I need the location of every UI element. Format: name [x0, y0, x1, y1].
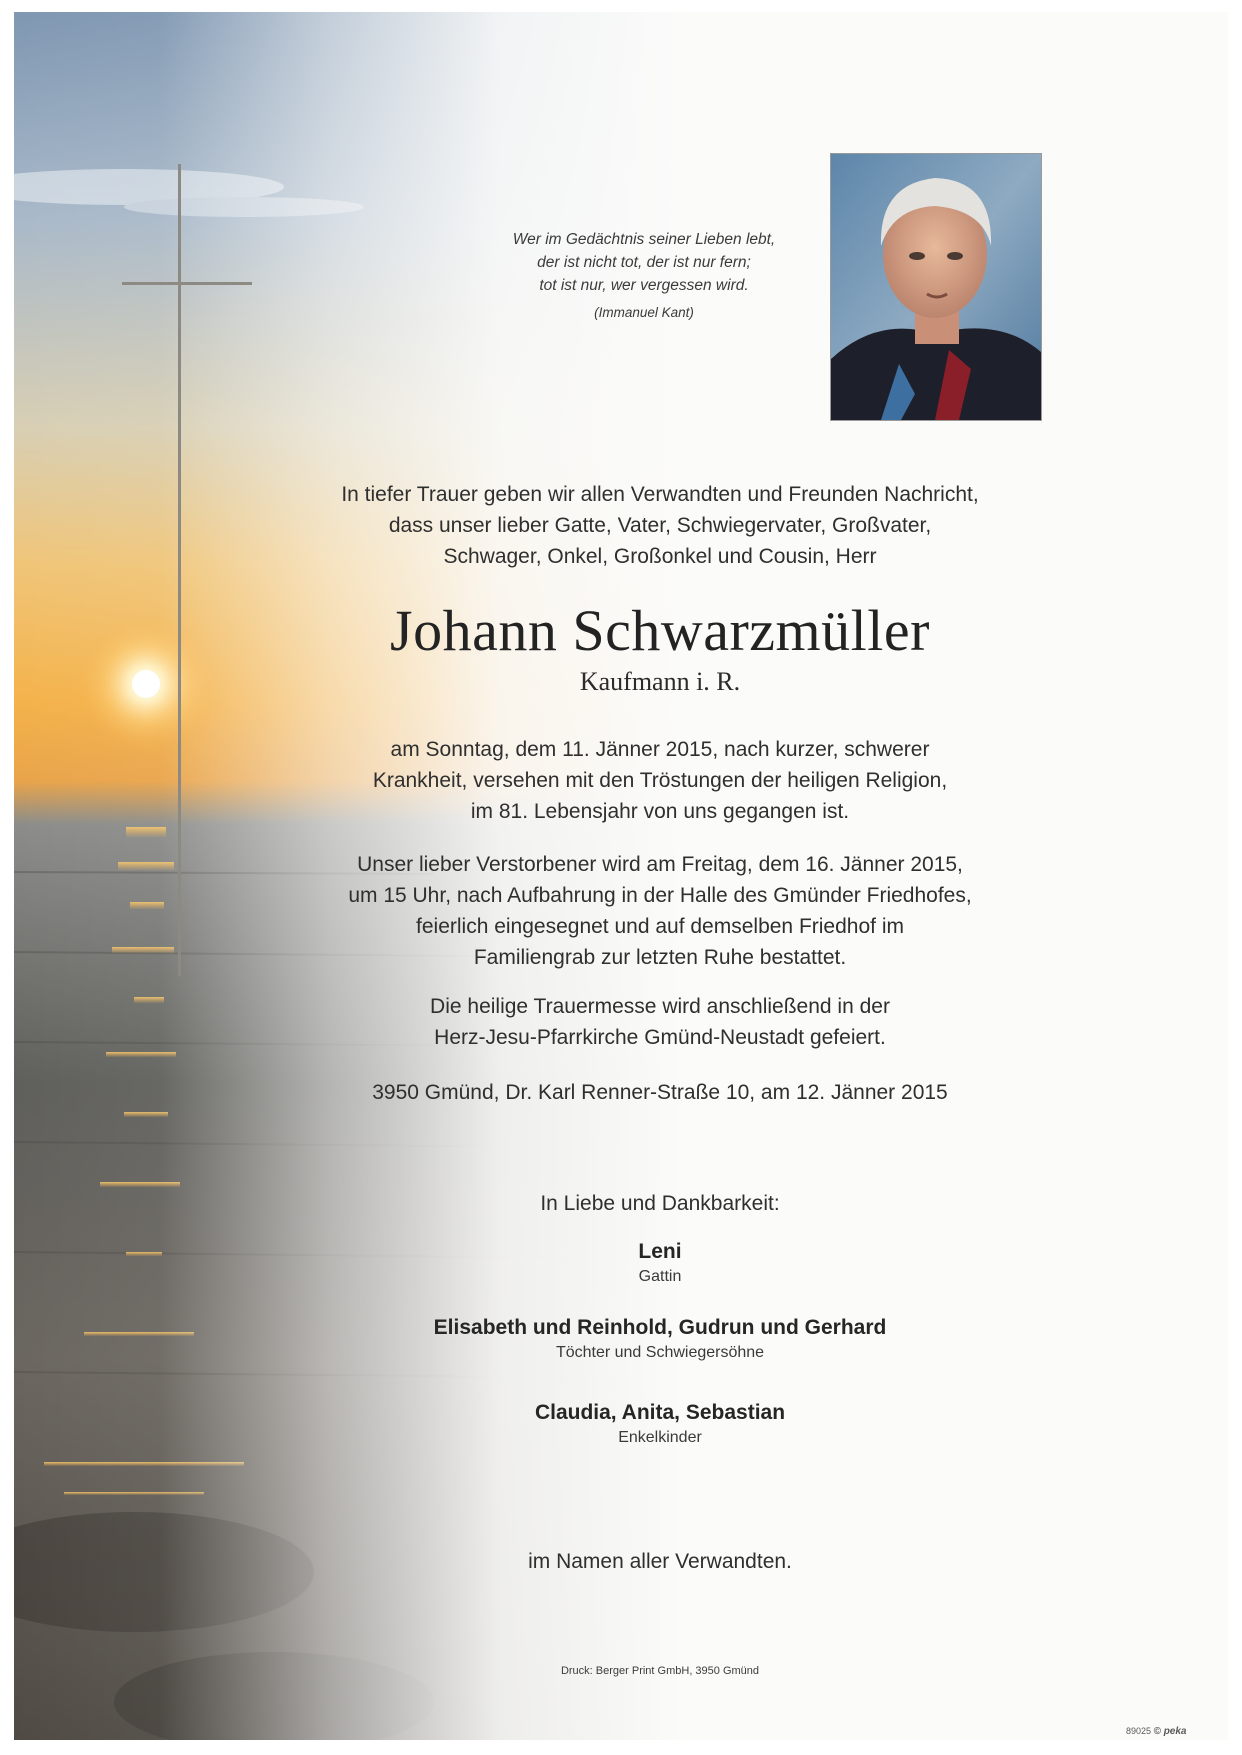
funeral-line: um 15 Uhr, nach Aufbahrung in der Halle des Gmünder Friedhofes,	[348, 884, 972, 907]
final-line: im Namen aller Verwandten.	[528, 1550, 792, 1573]
funeral-line: feierlich eingesegnet und auf demselben Friedhof im	[416, 915, 904, 938]
announcement-line: In tiefer Trauer geben wir allen Verwandten und Freunden Nachricht,	[341, 483, 979, 506]
mourner-entry	[264, 1399, 1056, 1449]
announcement-line: Schwager, Onkel, Großonkel und Cousin, Herr	[443, 545, 877, 568]
mourner-name: Elisabeth und Reinhold, Gudrun und Gerhard	[433, 1316, 887, 1339]
quote-line: der ist nicht tot, der ist nur fern;	[537, 254, 751, 271]
mourner-name: Leni	[638, 1240, 682, 1263]
brand-mark: © peka	[1153, 1726, 1187, 1737]
memorial-quote	[414, 228, 874, 324]
mass-line: Die heilige Trauermesse wird anschließend in der	[430, 995, 890, 1018]
mourner-role: Töchter und Schwiegersöhne	[555, 1344, 765, 1361]
death-notice-line: am Sonntag, dem 11. Jänner 2015, nach kurzer, schwerer	[390, 738, 930, 761]
announcement-text	[264, 479, 1056, 572]
order-code	[1126, 1726, 1187, 1737]
death-notice-line: Krankheit, versehen mit den Tröstungen der heiligen Religion,	[372, 769, 948, 792]
mourner-entry	[264, 1238, 1056, 1288]
address-date-line: 3950 Gmünd, Dr. Karl Renner-Straße 10, am 12. Jänner 2015	[372, 1081, 948, 1104]
quote-line: Wer im Gedächtnis seiner Lieben lebt,	[512, 231, 776, 248]
funeral-line: Unser lieber Verstorbener wird am Freitag, dem 16. Jänner 2015,	[357, 853, 963, 876]
quote-line: tot ist nur, wer vergessen wird.	[539, 277, 749, 294]
deceased-name: Johann Schwarzmüller	[390, 598, 930, 663]
closing-line: In Liebe und Dankbarkeit:	[540, 1192, 780, 1215]
mourner-name: Claudia, Anita, Sebastian	[534, 1401, 786, 1424]
death-notice	[264, 734, 1056, 827]
mourner-role: Gattin	[638, 1268, 682, 1285]
deceased-title: Kaufmann i. R.	[579, 667, 741, 696]
cross-icon	[122, 164, 252, 976]
mass-details	[264, 991, 1056, 1053]
printer-credit: Druck: Berger Print GmbH, 3950 Gmünd	[560, 1665, 760, 1677]
mass-line: Herz-Jesu-Pfarrkirche Gmünd-Neustadt gefeiert.	[434, 1026, 886, 1049]
order-number: 89025	[1126, 1726, 1152, 1736]
funeral-details	[264, 849, 1056, 973]
death-notice-line: im 81. Lebensjahr von uns gegangen ist.	[470, 800, 850, 823]
announcement-line: dass unser lieber Gatte, Vater, Schwiegervater, Großvater,	[388, 514, 932, 537]
quote-author: (Immanuel Kant)	[594, 305, 694, 320]
obituary-sheet	[14, 12, 1228, 1740]
funeral-line: Familiengrab zur letzten Ruhe bestattet.	[473, 946, 847, 969]
mourner-role: Enkelkinder	[618, 1429, 702, 1446]
mourner-entry	[264, 1314, 1056, 1364]
